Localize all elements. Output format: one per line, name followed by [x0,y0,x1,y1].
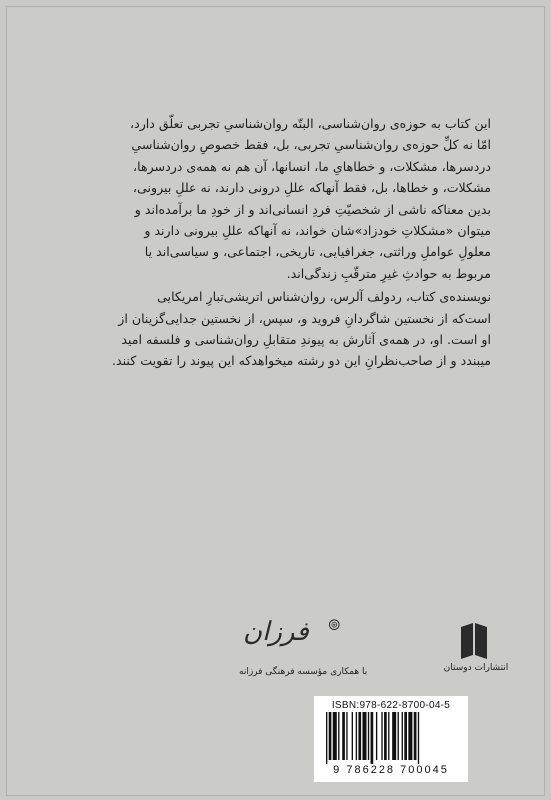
text-line: دردسرها، مشکلات، و خطاهایِ ما، انسانها، آن هم نه همه‌ی دردسرها، [133,158,491,174]
book-icon [459,621,489,659]
barcode-bar [381,712,382,760]
barcode-bar [326,712,327,764]
text-line: امّا نه کلِّ حوزه‌ی روان‌شناسیِ تجربی، بل، فقط خصوصِ روان‌شناسیِ [131,137,491,153]
publisher-logos [239,613,509,683]
text-line: بدین معناکه ناشی از شخصیّتِ فردِ انسانی‌اند و از خودِ ما برآمده‌اند و [134,201,491,217]
barcode-bar [362,712,366,760]
text-line: است‌که از نخستین شاگردانِ فروید و، سپس، از نخستین جدایی‌گزینان از [118,310,491,326]
publisher-label: انتشارات دوستان [443,663,509,673]
isbn-block [314,696,468,782]
barcode-bar [333,712,337,760]
barcode-bar [368,712,369,760]
barcode-bar [356,712,357,760]
barcode-bar [384,712,387,760]
barcode-bar [402,712,403,760]
barcode-bar [376,712,377,760]
barcode-bar [404,712,407,760]
barcode-digits: 9 786228 700045 [333,764,449,776]
text-line: نویسنده‌ی کتاب، ردولف آلرس، روان‌شناس اتریشی‌تبارِ امریکایی [157,289,491,305]
barcode [324,712,458,764]
rosette-icon [327,615,357,645]
barcode-bar [329,712,332,760]
text-line: میتوان «مشکلاتِ خودزاد»شان خواند، نه آنهاکه عللِ بیرونی دارند و [144,223,491,239]
collaboration-label: با همکاری مؤسسه فرهنگی فرزانه [239,667,368,677]
text-line: میبندد و از صاحب‌نظرانِ این دو رشته میخواهدکه این پیوند را تقویت کنند. [112,353,491,369]
barcode-bar [338,712,339,760]
barcode-bar [392,712,396,760]
text-line: او است. او، در همه‌ی آثارش به پیوندِ متقابلِ روان‌شناسی و فلسفه امید [121,332,491,348]
barcode-bar [352,712,353,760]
barcode-bar [358,712,361,760]
isbn-label: ISBN:978-622-8700-04-5 [331,700,451,711]
blurb-paragraph-2 [59,286,491,372]
barcode-bar [414,712,417,760]
barcode-bar [408,712,412,760]
dustan-publisher-logo [439,621,509,683]
farazan-word: فرزان [243,617,309,647]
blurb-text [59,113,491,372]
text-line: معلولِ عواملِ وراثتی، جغرافیایی، تاریخی، اجتماعی، و سیاسی‌اند یا [144,244,491,260]
text-line: این کتاب به حوزه‌ی روان‌شناسی، البتّه روان‌شناسیِ تجربی تعلّق دارد، [130,116,491,131]
text-line: مربوط به حوادثِ غیرِ مترقّبِ زندگی‌اند. [286,265,491,281]
barcode-bar [418,712,419,764]
text-line: مشکلات، و خطاها، بل، فقط آنهاکه عللِ درونی دارند، نه عللِ بیرونی، [132,180,491,196]
barcode-bar [346,712,347,760]
barcode-bar [371,712,374,764]
blurb-paragraph-1 [59,113,491,284]
barcode-bar [342,712,345,760]
farazan-calligraphy [239,613,339,669]
barcode-bar [388,712,389,760]
barcode-bar [398,712,399,760]
farazan-logo [239,613,429,683]
